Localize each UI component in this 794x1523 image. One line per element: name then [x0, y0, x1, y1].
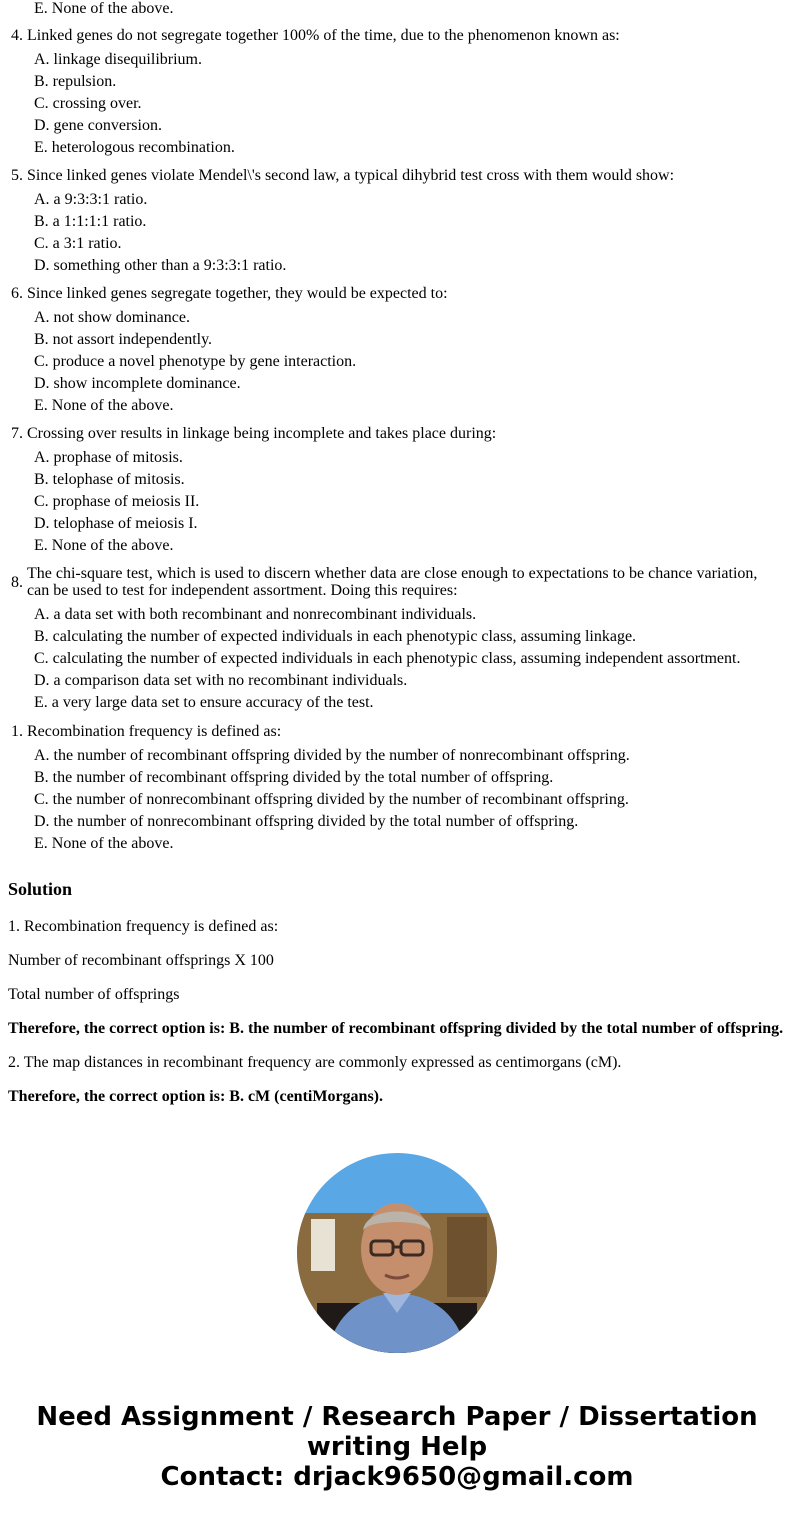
option-item: B. not assort independently. [34, 331, 213, 348]
question-number: 5. [11, 167, 23, 184]
solution-line: 2. The map distances in recombinant frequency are commonly expressed as centimorgans (cM). [8, 1054, 622, 1071]
option-list [11, 49, 771, 159]
contact-email: Contact: drjack9650@gmail.com [160, 1462, 634, 1492]
option-item: B. calculating the number of expected individuals in each phenotypic class, assuming linkage. [34, 628, 637, 645]
option-item: A. not show dominance. [34, 309, 190, 326]
option-item: A. linkage disequilibrium. [34, 51, 202, 68]
solution-line: 1. Recombination frequency is defined as: [8, 918, 279, 935]
solution-section [8, 878, 792, 1106]
option-item: D. a comparison data set with no recombinant individuals. [34, 672, 408, 689]
question-text: Since linked genes segregate together, they would be expected to: [27, 285, 448, 302]
option-list [11, 307, 771, 417]
question-text: Linked genes do not segregate together 100% of the time, due to the phenomenon known as: [27, 27, 620, 44]
avatar [297, 1153, 497, 1353]
promo-line: writing Help [306, 1432, 488, 1462]
question-text: Since linked genes violate Mendel\'s second law, a typical dihybrid test cross with them would show: [27, 167, 675, 184]
option-list [11, 745, 771, 855]
question-header [11, 285, 771, 302]
question-5 [11, 167, 771, 277]
question-header [11, 425, 771, 442]
option-item: B. telophase of mitosis. [34, 471, 185, 488]
option-item: C. a 3:1 ratio. [34, 235, 122, 252]
solution-line: Total number of offsprings [8, 986, 180, 1003]
option-item: D. something other than a 9:3:3:1 ratio. [34, 257, 287, 274]
author-portrait [297, 1153, 497, 1353]
solution-answer: Therefore, the correct option is: B. cM (centiMorgans). [8, 1088, 384, 1105]
option-item: C. produce a novel phenotype by gene interaction. [34, 353, 357, 370]
question-text: Recombination frequency is defined as: [27, 723, 282, 740]
question-8 [11, 565, 771, 714]
question-text: Crossing over results in linkage being incomplete and takes place during: [27, 425, 497, 442]
option-list [11, 447, 771, 557]
solution-answer: Therefore, the correct option is: B. the number of recombinant offspring divided by the total number of offspring. [8, 1020, 784, 1037]
option-item: A. a data set with both recombinant and nonrecombinant individuals. [34, 606, 477, 623]
question-6 [11, 285, 771, 417]
question-text: The chi-square test, which is used to discern whether data are close enough to expectations to be chance variation, can be used to test for independent assortment. Doing this requires: [27, 565, 758, 599]
question-header [11, 27, 771, 44]
question-number: 6. [11, 285, 23, 302]
option-item: A. prophase of mitosis. [34, 449, 183, 466]
option-item: C. the number of nonrecombinant offspring divided by the number of recombinant offspring. [34, 791, 629, 808]
option-item: E. None of the above. [34, 397, 174, 414]
option-item: B. a 1:1:1:1 ratio. [34, 213, 147, 230]
option-item: C. calculating the number of expected individuals in each phenotypic class, assuming independent assortment. [34, 650, 741, 667]
solution-heading: Solution [8, 879, 73, 899]
option-item: D. telophase of meiosis I. [34, 515, 198, 532]
option-item: B. the number of recombinant offspring divided by the total number of offspring. [34, 769, 554, 786]
question-header [11, 565, 771, 599]
question-header [11, 723, 771, 740]
option-item: D. show incomplete dominance. [34, 375, 241, 392]
question-7 [11, 425, 771, 557]
question-number: 1. [11, 723, 23, 740]
option-item: C. prophase of meiosis II. [34, 493, 200, 510]
option-item: E. heterologous recombination. [34, 139, 235, 156]
option-list [11, 604, 771, 714]
option-item: E. None of the above. [34, 835, 174, 852]
option-item: A. a 9:3:3:1 ratio. [34, 191, 148, 208]
option-item: B. repulsion. [34, 73, 117, 90]
option-item: A. the number of recombinant offspring divided by the number of nonrecombinant offspring. [34, 747, 630, 764]
question-1 [11, 723, 771, 855]
promo-banner [0, 1402, 794, 1492]
option-list [11, 189, 771, 277]
solution-line: Number of recombinant offsprings X 100 [8, 952, 274, 969]
question-header [11, 167, 771, 184]
question-number: 4. [11, 27, 23, 44]
question-number: 7. [11, 425, 23, 442]
option-item: D. gene conversion. [34, 117, 162, 134]
question-number: 8. [11, 573, 23, 591]
question-4 [11, 27, 771, 159]
option-item: D. the number of nonrecombinant offspring divided by the total number of offspring. [34, 813, 579, 830]
promo-line: Need Assignment / Research Paper / Dissertation [36, 1402, 758, 1432]
option-item: E. None of the above. [34, 0, 174, 17]
option-item: E. None of the above. [34, 537, 174, 554]
option-item: E. a very large data set to ensure accuracy of the test. [34, 694, 374, 711]
option-item: C. crossing over. [34, 95, 142, 112]
